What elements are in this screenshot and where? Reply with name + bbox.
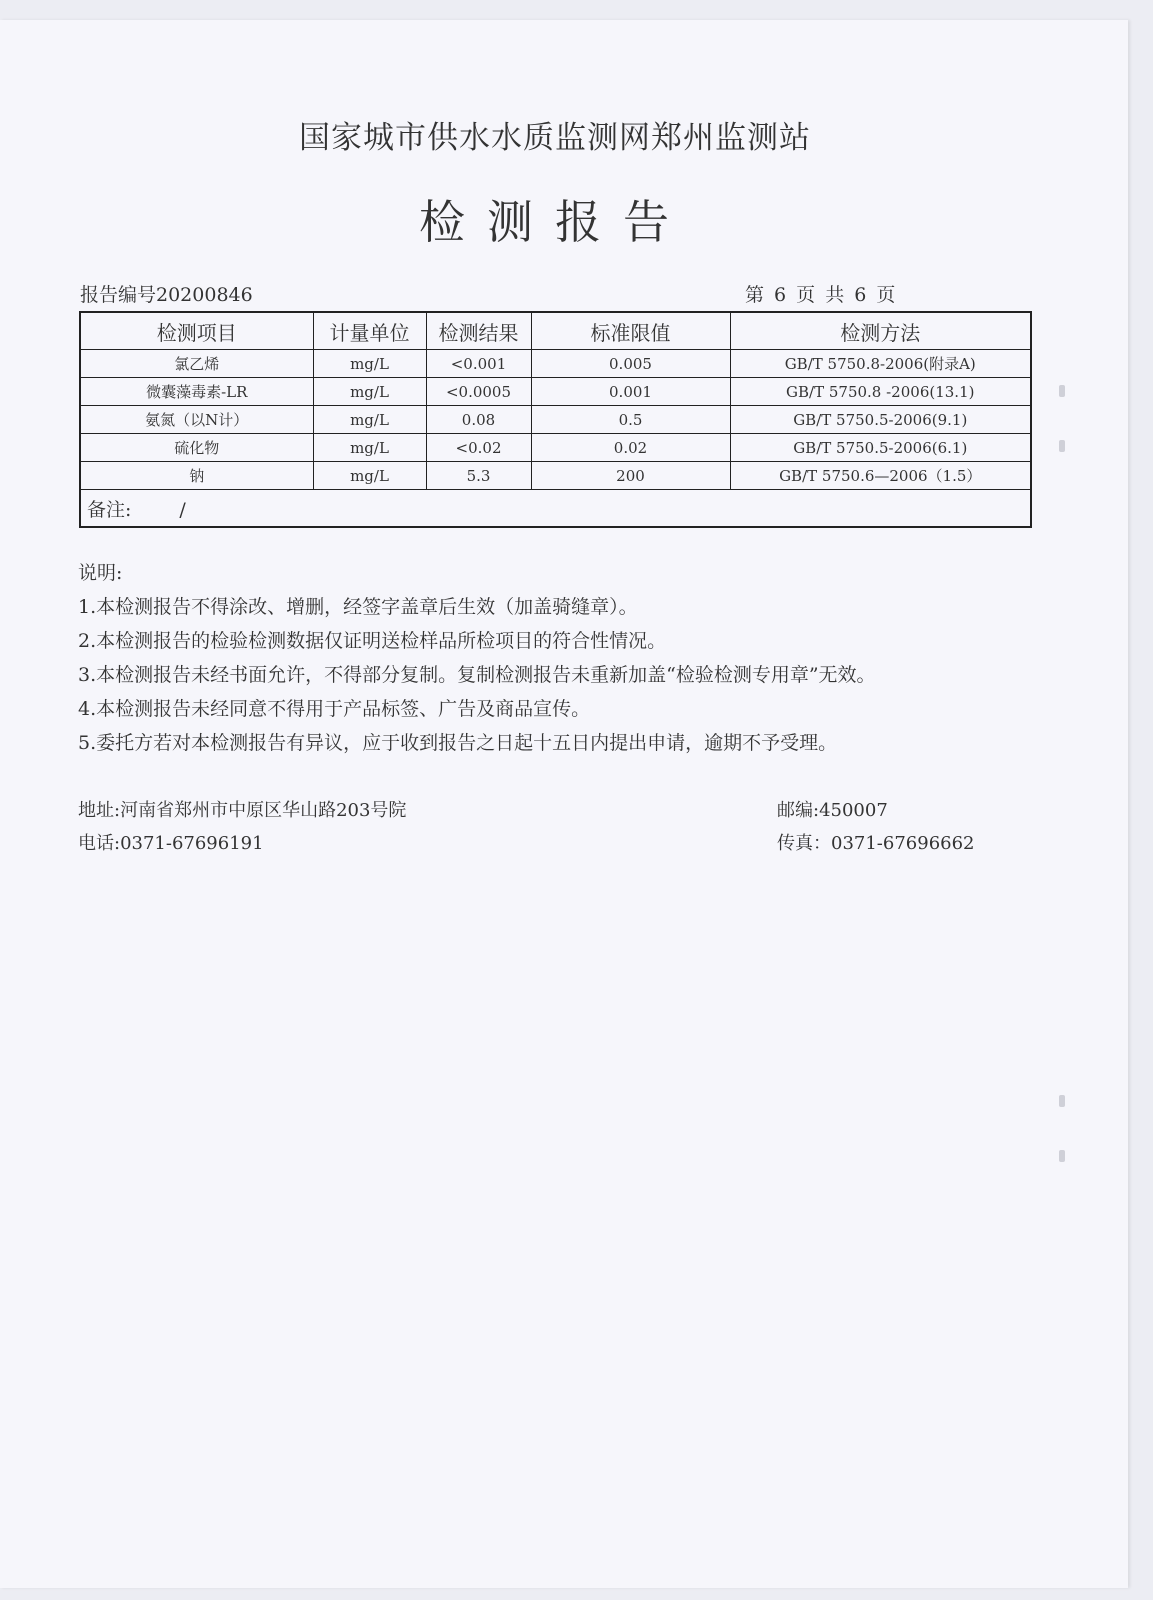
- table-row: [80, 462, 1031, 490]
- note-item: 1.本检测报告不得涂改、增删，经签字盖章后生效（加盖骑缝章）。: [78, 596, 638, 618]
- table-row: [80, 378, 1031, 406]
- page-indicator: 第 6 页 共 6 页: [745, 284, 896, 306]
- item-cell: 硫化物: [80, 434, 313, 462]
- address: 地址:河南省郑州市中原区华山路203号院: [78, 800, 407, 821]
- method-cell: GB/T 5750.8-2006(附录A): [730, 350, 1031, 378]
- method-cell: GB/T 5750.8 -2006(13.1): [730, 378, 1031, 406]
- method-cell: GB/T 5750.6—2006（1.5）: [730, 462, 1031, 490]
- unit-cell: mg/L: [313, 462, 426, 490]
- unit-cell: mg/L: [313, 350, 426, 378]
- column-header: 检测结果: [426, 312, 531, 350]
- method-cell: GB/T 5750.5-2006(6.1): [730, 434, 1031, 462]
- station-name: 国家城市供水水质监测网郑州监测站: [299, 120, 811, 156]
- results-table: [79, 311, 1032, 528]
- limit-cell: 0.5: [531, 406, 730, 434]
- notes-heading: 说明:: [78, 562, 123, 584]
- limit-cell: 200: [531, 462, 730, 490]
- unit-cell: mg/L: [313, 406, 426, 434]
- binding-hole-mark: [1059, 440, 1065, 452]
- column-header: 检测项目: [80, 312, 313, 350]
- postcode: 邮编:450007: [777, 800, 888, 821]
- item-cell: 氨氮（以N计）: [80, 406, 313, 434]
- table-row: [80, 406, 1031, 434]
- table-header-row: [80, 312, 1031, 350]
- report-title: 检测报告: [419, 195, 691, 249]
- method-cell: GB/T 5750.5-2006(9.1): [730, 406, 1031, 434]
- column-header: 检测方法: [730, 312, 1031, 350]
- report-number: 报告编号20200846: [80, 284, 253, 306]
- column-header: 计量单位: [313, 312, 426, 350]
- item-cell: 钠: [80, 462, 313, 490]
- result-cell: <0.02: [426, 434, 531, 462]
- notes-section: [78, 556, 1018, 760]
- fax: 传真：0371-67696662: [777, 833, 975, 854]
- item-cell: 氯乙烯: [80, 350, 313, 378]
- result-cell: <0.001: [426, 350, 531, 378]
- unit-cell: mg/L: [313, 434, 426, 462]
- remark-value: /: [179, 498, 186, 521]
- unit-cell: mg/L: [313, 378, 426, 406]
- column-header: 标准限值: [531, 312, 730, 350]
- note-item: 3.本检测报告未经书面允许，不得部分复制。复制检测报告未重新加盖“检验检测专用章”无效。: [78, 664, 876, 686]
- remark-cell: [80, 490, 1031, 528]
- remark-label: 备注:: [87, 498, 132, 521]
- limit-cell: 0.005: [531, 350, 730, 378]
- binding-hole-mark: [1059, 1150, 1065, 1162]
- limit-cell: 0.02: [531, 434, 730, 462]
- binding-hole-mark: [1059, 1095, 1065, 1107]
- phone: 电话:0371-67696191: [78, 833, 264, 854]
- result-cell: 5.3: [426, 462, 531, 490]
- remark-row: [80, 490, 1031, 528]
- note-item: 4.本检测报告未经同意不得用于产品标签、广告及商品宣传。: [78, 698, 591, 720]
- note-item: 5.委托方若对本检测报告有异议，应于收到报告之日起十五日内提出申请，逾期不予受理。: [78, 732, 838, 754]
- note-item: 2.本检测报告的检验检测数据仅证明送检样品所检项目的符合性情况。: [78, 630, 667, 652]
- limit-cell: 0.001: [531, 378, 730, 406]
- result-cell: 0.08: [426, 406, 531, 434]
- table-row: [80, 434, 1031, 462]
- table-row: [80, 350, 1031, 378]
- item-cell: 微囊藻毒素-LR: [80, 378, 313, 406]
- binding-hole-mark: [1059, 385, 1065, 397]
- result-cell: <0.0005: [426, 378, 531, 406]
